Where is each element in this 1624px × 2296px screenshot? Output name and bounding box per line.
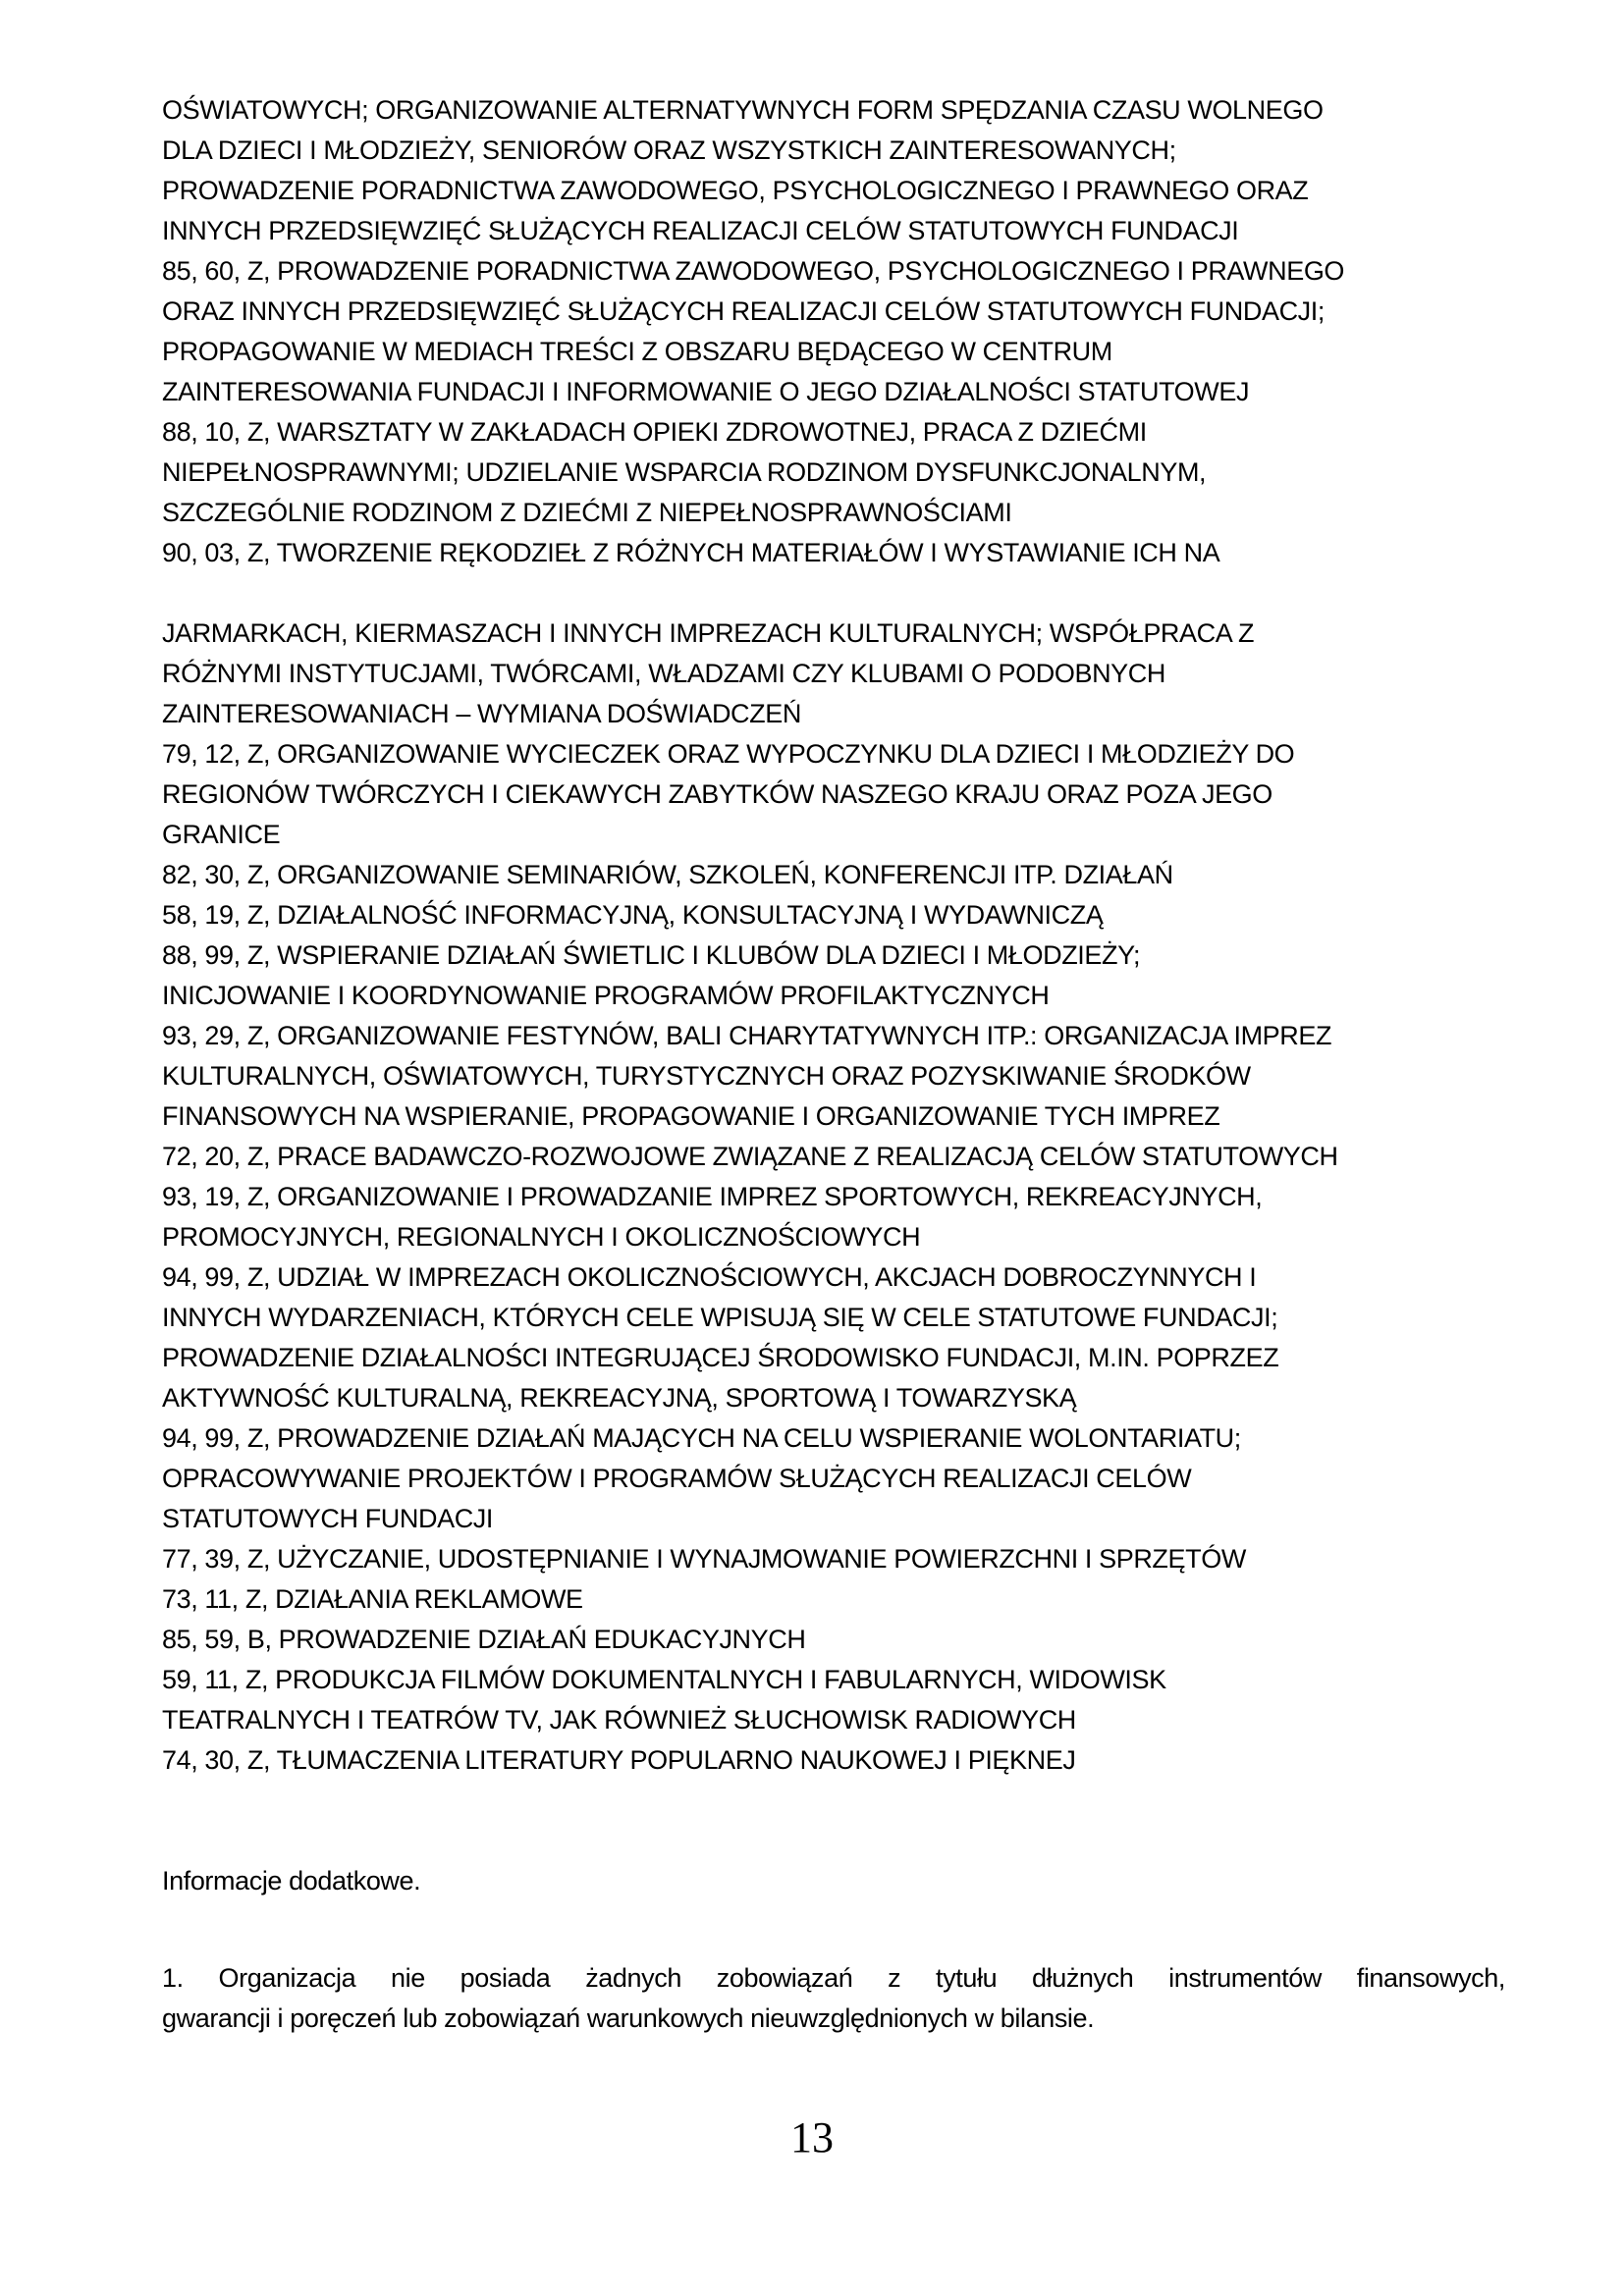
activity-line: PROPAGOWANIE W MEDIACH TREŚCI Z OBSZARU BĘDĄCEGO W CENTRUM bbox=[162, 337, 1112, 366]
activity-line: SZCZEGÓLNIE RODZINOM Z DZIEĆMI Z NIEPEŁNOSPRAWNOŚCIAMI bbox=[162, 498, 1012, 527]
activity-line: 88, 99, Z, WSPIERANIE DZIAŁAŃ ŚWIETLIC I KLUBÓW DLA DZIECI I MŁODZIEŻY; bbox=[162, 940, 1141, 970]
activity-line: JARMARKACH, KIERMASZACH I INNYCH IMPREZACH KULTURALNYCH; WSPÓŁPRACA Z bbox=[162, 618, 1255, 648]
blank-line bbox=[162, 573, 1505, 614]
activity-line: 94, 99, Z, PROWADZENIE DZIAŁAŃ MAJĄCYCH NA CELU WSPIERANIE WOLONTARIATU; bbox=[162, 1423, 1241, 1453]
activity-line: 73, 11, Z, DZIAŁANIA REKLAMOWE bbox=[162, 1584, 583, 1614]
activity-line: STATUTOWYCH FUNDACJI bbox=[162, 1504, 493, 1533]
activity-line: 90, 03, Z, TWORZENIE RĘKODZIEŁ Z RÓŻNYCH MATERIAŁÓW I WYSTAWIANIE ICH NA bbox=[162, 538, 1220, 567]
activity-line: RÓŻNYMI INSTYTUCJAMI, TWÓRCAMI, WŁADZAMI CZY KLUBAMI O PODOBNYCH bbox=[162, 659, 1165, 688]
activity-line: 93, 19, Z, ORGANIZOWANIE I PROWADZANIE IMPREZ SPORTOWYCH, REKREACYJNYCH, bbox=[162, 1182, 1263, 1211]
activity-line: REGIONÓW TWÓRCZYCH I CIEKAWYCH ZABYTKÓW NASZEGO KRAJU ORAZ POZA JEGO bbox=[162, 779, 1272, 809]
activity-line: TEATRALNYCH I TEATRÓW TV, JAK RÓWNIEŻ SŁUCHOWISK RADIOWYCH bbox=[162, 1705, 1076, 1735]
activity-line: DLA DZIECI I MŁODZIEŻY, SENIORÓW ORAZ WSZYSTKICH ZAINTERESOWANYCH; bbox=[162, 135, 1176, 165]
activity-line: PROWADZENIE PORADNICTWA ZAWODOWEGO, PSYCHOLOGICZNEGO I PRAWNEGO ORAZ bbox=[162, 176, 1309, 205]
activity-line: PROMOCYJNYCH, REGIONALNYCH I OKOLICZNOŚCIOWYCH bbox=[162, 1222, 921, 1252]
activity-line: 94, 99, Z, UDZIAŁ W IMPREZACH OKOLICZNOŚCIOWYCH, AKCJACH DOBROCZYNNYCH I bbox=[162, 1262, 1257, 1292]
activity-line: OPRACOWYWANIE PROJEKTÓW I PROGRAMÓW SŁUŻĄCYCH REALIZACJI CELÓW bbox=[162, 1464, 1192, 1493]
activity-line: KULTURALNYCH, OŚWIATOWYCH, TURYSTYCZNYCH ORAZ POZYSKIWANIE ŚRODKÓW bbox=[162, 1061, 1251, 1091]
activity-line: 72, 20, Z, PRACE BADAWCZO-ROZWOJOWE ZWIĄZANE Z REALIZACJĄ CELÓW STATUTOWYCH bbox=[162, 1142, 1338, 1171]
activity-line: FINANSOWYCH NA WSPIERANIE, PROPAGOWANIE I ORGANIZOWANIE TYCH IMPREZ bbox=[162, 1101, 1220, 1131]
note-line: gwarancji i poręczeń lub zobowiązań warunkowych nieuwzględnionych w bilansie. bbox=[162, 2003, 1095, 2033]
activity-line: INICJOWANIE I KOORDYNOWANIE PROGRAMÓW PROFILAKTYCZNYCH bbox=[162, 981, 1050, 1010]
activity-line: GRANICE bbox=[162, 820, 281, 849]
page-number: 13 bbox=[790, 2113, 834, 2162]
activity-line: 82, 30, Z, ORGANIZOWANIE SEMINARIÓW, SZKOLEŃ, KONFERENCJI ITP. DZIAŁAŃ bbox=[162, 860, 1173, 889]
activity-line: PROWADZENIE DZIAŁALNOŚCI INTEGRUJĄCEJ ŚRODOWISKO FUNDACJI, M.IN. POPRZEZ bbox=[162, 1343, 1279, 1372]
activity-line: 58, 19, Z, DZIAŁALNOŚĆ INFORMACYJNĄ, KONSULTACYJNĄ I WYDAWNICZĄ bbox=[162, 900, 1104, 930]
additional-info-heading: Informacje dodatkowe. bbox=[162, 1866, 421, 1896]
note-paragraph bbox=[162, 1958, 1505, 2039]
note-line: 1. Organizacja nie posiada żadnych zobowiązań z tytułu dłużnych instrumentów finansowych, bbox=[162, 1963, 1505, 1993]
activity-line: INNYCH WYDARZENIACH, KTÓRYCH CELE WPISUJĄ SIĘ W CELE STATUTOWE FUNDACJI; bbox=[162, 1303, 1278, 1332]
activity-line: AKTYWNOŚĆ KULTURALNĄ, REKREACYJNĄ, SPORTOWĄ I TOWARZYSKĄ bbox=[162, 1383, 1077, 1413]
activity-line: ZAINTERESOWANIA FUNDACJI I INFORMOWANIE O JEGO DZIAŁALNOŚCI STATUTOWEJ bbox=[162, 377, 1250, 406]
activity-line: 59, 11, Z, PRODUKCJA FILMÓW DOKUMENTALNYCH I FABULARNYCH, WIDOWISK bbox=[162, 1665, 1166, 1694]
activity-line: ORAZ INNYCH PRZEDSIĘWZIĘĆ SŁUŻĄCYCH REALIZACJI CELÓW STATUTOWYCH FUNDACJI; bbox=[162, 296, 1325, 326]
activity-line: 85, 59, B, PROWADZENIE DZIAŁAŃ EDUKACYJNYCH bbox=[162, 1625, 806, 1654]
activity-line: 74, 30, Z, TŁUMACZENIA LITERATURY POPULARNO NAUKOWEJ I PIĘKNEJ bbox=[162, 1745, 1076, 1775]
activity-line: OŚWIATOWYCH; ORGANIZOWANIE ALTERNATYWNYCH FORM SPĘDZANIA CZASU WOLNEGO bbox=[162, 95, 1324, 125]
activity-line: 88, 10, Z, WARSZTATY W ZAKŁADACH OPIEKI ZDROWOTNEJ, PRACA Z DZIEĆMI bbox=[162, 417, 1147, 447]
activity-line: 79, 12, Z, ORGANIZOWANIE WYCIECZEK ORAZ WYPOCZYNKU DLA DZIECI I MŁODZIEŻY DO bbox=[162, 739, 1295, 769]
activity-line: 77, 39, Z, UŻYCZANIE, UDOSTĘPNIANIE I WYNAJMOWANIE POWIERZCHNI I SPRZĘTÓW bbox=[162, 1544, 1246, 1574]
activity-line: 85, 60, Z, PROWADZENIE PORADNICTWA ZAWODOWEGO, PSYCHOLOGICZNEGO I PRAWNEGO bbox=[162, 256, 1345, 286]
activity-list bbox=[162, 90, 1505, 1781]
activity-line: INNYCH PRZEDSIĘWZIĘĆ SŁUŻĄCYCH REALIZACJI CELÓW STATUTOWYCH FUNDACJI bbox=[162, 216, 1239, 245]
activity-line: NIEPEŁNOSPRAWNYMI; UDZIELANIE WSPARCIA RODZINOM DYSFUNKCJONALNYM, bbox=[162, 457, 1207, 487]
activity-line: ZAINTERESOWANIACH – WYMIANA DOŚWIADCZEŃ bbox=[162, 699, 801, 728]
page-content bbox=[162, 90, 1505, 2039]
activity-line: 93, 29, Z, ORGANIZOWANIE FESTYNÓW, BALI CHARYTATYWNYCH ITP.: ORGANIZACJA IMPREZ bbox=[162, 1021, 1332, 1050]
